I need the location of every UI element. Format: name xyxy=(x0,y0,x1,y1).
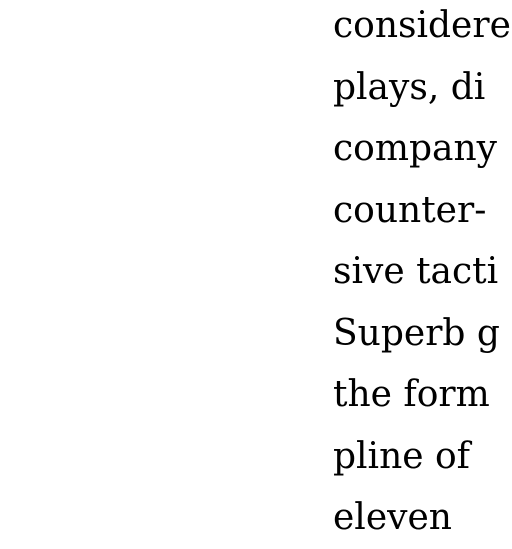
text-line-3: company xyxy=(333,128,498,169)
text-line-7: the form xyxy=(333,374,490,415)
text-line-6: Superb g xyxy=(333,312,500,354)
text-line-1: considere xyxy=(333,5,511,46)
text-line-4: counter- xyxy=(333,189,487,231)
text-line-8: pline of xyxy=(333,435,471,477)
body-text xyxy=(333,0,511,549)
text-line-2: plays, di xyxy=(333,66,486,108)
text-line-5: sive tacti xyxy=(333,251,499,292)
text-line-9: eleven xyxy=(333,497,452,538)
